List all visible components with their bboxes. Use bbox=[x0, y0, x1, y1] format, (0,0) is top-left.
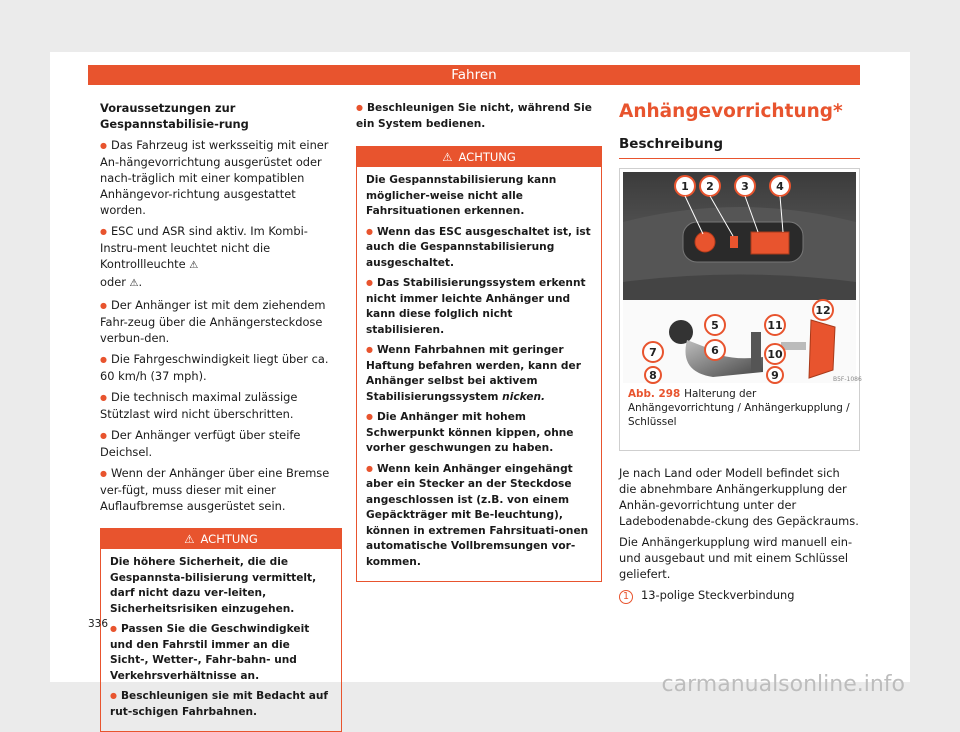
warning-triangle-icon: ⚠ bbox=[442, 150, 453, 164]
callout-5 bbox=[705, 315, 725, 335]
warning-item: ● Das Stabilisierungssystem erkennt nicht immer leichte Anhänger und kann diese folglich nicht stabilisieren. bbox=[366, 275, 592, 338]
paragraph: Je nach Land oder Modell befindet sich die abnehmbare Anhängerkupplung der Anhän-gevorrichtung unter der Ladebodenabde-ckung des Gepäckraums. bbox=[619, 466, 859, 528]
column-right bbox=[619, 100, 860, 609]
list-item: ● Die technisch maximal zulässige Stützlast wird nicht überschritten. bbox=[100, 389, 342, 422]
warning-item: ● Passen Sie die Geschwindigkeit und den Fahrstil immer an die Sicht-, Wetter-, Fahr-bahn- und Verkehrsverhältnisse an. bbox=[110, 621, 332, 684]
warning-item bbox=[366, 342, 592, 405]
item-number: 1 bbox=[619, 590, 633, 604]
trailer-stabilization-warning-icon: ⚠ bbox=[189, 260, 199, 271]
trailer-stabilization-indicator-icon: ⚠ bbox=[129, 278, 139, 289]
svg-text:12: 12 bbox=[815, 304, 831, 317]
callout-11 bbox=[765, 315, 785, 335]
warning-item: ● Die Anhänger mit hohem Schwerpunkt können kippen, ohne vorher geschwungen zu haben. bbox=[366, 409, 592, 457]
callout-7 bbox=[643, 342, 663, 362]
callout-8 bbox=[645, 367, 661, 383]
warning-intro: Die Gespannstabilisierung kann möglicher-weise nicht alle Fahrsituationen erkennen. bbox=[366, 174, 557, 217]
svg-text:9: 9 bbox=[771, 369, 779, 382]
warning-intro: Die höhere Sicherheit, die die Gespannsta-bilisierung vermittelt, darf nicht dazu ver-leiten, Sicherheitsrisiken einzugehen. bbox=[110, 556, 317, 615]
warning-italic-word: nicken. bbox=[502, 390, 546, 403]
warning-item: ● Wenn das ESC ausgeschaltet ist, ist auch die Gespannstabilisierung ausgeschaltet. bbox=[366, 224, 592, 272]
list-item: ● Wenn der Anhänger über eine Bremse ver-fügt, muss dieser mit einer Auflaufbremse ausgerüstet sein. bbox=[100, 465, 342, 514]
figure bbox=[619, 168, 860, 451]
svg-text:11: 11 bbox=[767, 319, 783, 332]
figure-caption bbox=[628, 387, 853, 429]
list-item: ● ESC und ASR sind aktiv. Im Kombi-Instru-ment leuchtet nicht die Kontrollleuchte ⚠ oder ⚠. bbox=[100, 223, 342, 292]
paragraph: Die Anhängerkupplung wird manuell ein- und ausgebaut und mit einem Schlüssel geliefert. bbox=[619, 535, 853, 581]
figure-number: Abb. 298 bbox=[628, 388, 681, 400]
warning-triangle-icon: ⚠ bbox=[184, 532, 195, 546]
list-item: ● Beschleunigen Sie nicht, während Sie ein System bedienen. bbox=[356, 100, 602, 132]
page-header: Fahren bbox=[88, 65, 860, 85]
warning-box bbox=[356, 146, 602, 582]
svg-text:3: 3 bbox=[741, 180, 749, 193]
warning-label: ACHTUNG bbox=[458, 150, 516, 164]
column-middle bbox=[356, 100, 602, 582]
list-item-text: ● ESC und ASR sind aktiv. Im Kombi-Instru-ment leuchtet nicht die Kontrollleuchte bbox=[100, 224, 308, 271]
warning-body bbox=[357, 167, 601, 581]
svg-text:7: 7 bbox=[649, 346, 657, 359]
watermark: carmanualsonline.info bbox=[661, 672, 905, 697]
warning-item: ● Beschleunigen sie mit Bedacht auf rut-schigen Fahrbahnen. bbox=[110, 688, 332, 720]
chapter-title: Anhängevorrichtung* bbox=[619, 101, 843, 122]
warning-box bbox=[100, 528, 342, 732]
svg-text:5: 5 bbox=[711, 319, 719, 332]
figure-illustration bbox=[623, 172, 862, 383]
item-text: 13-polige Steckverbindung bbox=[641, 588, 795, 602]
svg-text:2: 2 bbox=[706, 180, 714, 193]
column-left bbox=[100, 100, 342, 732]
warning-label: ACHTUNG bbox=[200, 532, 258, 546]
warning-item: ● Wenn kein Anhänger eingehängt aber ein Stecker an der Steckdose angeschlossen ist (z.B. von einem Gepäckträger mit Be-leuchtung), können in extremen Fahrsituati-onen automatische Vollbremsungen vor-kommen. bbox=[366, 461, 592, 571]
numbered-item bbox=[619, 587, 860, 604]
svg-text:4: 4 bbox=[776, 180, 784, 193]
section-title: Beschreibung bbox=[619, 134, 860, 159]
section-heading: Voraussetzungen zur Gespannstabilisie-rung bbox=[100, 101, 249, 131]
list-item: ● Die Fahrgeschwindigkeit liegt über ca. 60 km/h (37 mph). bbox=[100, 351, 342, 384]
callout-6 bbox=[705, 340, 725, 360]
svg-text:8: 8 bbox=[649, 369, 657, 382]
list-item: ● Der Anhänger ist mit dem ziehendem Fahr-zeug über die Anhängersteckdose verbun-den. bbox=[100, 297, 342, 346]
svg-text:10: 10 bbox=[767, 348, 783, 361]
figure-code: B5F-1086 bbox=[833, 376, 862, 383]
figure-caption-text: Halterung der Anhängevorrichtung / Anhängerkupplung / Schlüssel bbox=[628, 388, 850, 428]
svg-text:6: 6 bbox=[711, 344, 719, 357]
warning-header bbox=[101, 529, 341, 549]
page-number: 336 bbox=[88, 618, 109, 630]
callout-9 bbox=[767, 367, 783, 383]
callout-12 bbox=[813, 300, 833, 320]
callout-10 bbox=[765, 344, 785, 364]
svg-text:1: 1 bbox=[681, 180, 689, 193]
list-item: ● Das Fahrzeug ist werksseitig mit einer An-hängevorrichtung ausgerüstet oder nach-träglich mit einer kompatiblen Anhängevor-richtung ausgestattet worden. bbox=[100, 137, 342, 218]
tow-hitch-illustration bbox=[623, 172, 862, 383]
list-item: ● Der Anhänger verfügt über steife Deichsel. bbox=[100, 427, 342, 460]
warning-item-text: ● Wenn Fahrbahnen mit geringer Haftung befahren werden, kann der Anhänger selbst bei aktivem Stabilisierungssystem bbox=[366, 344, 581, 403]
or-text: oder bbox=[100, 275, 126, 289]
warning-body bbox=[101, 549, 341, 731]
warning-header bbox=[357, 147, 601, 167]
body-text bbox=[619, 465, 860, 604]
